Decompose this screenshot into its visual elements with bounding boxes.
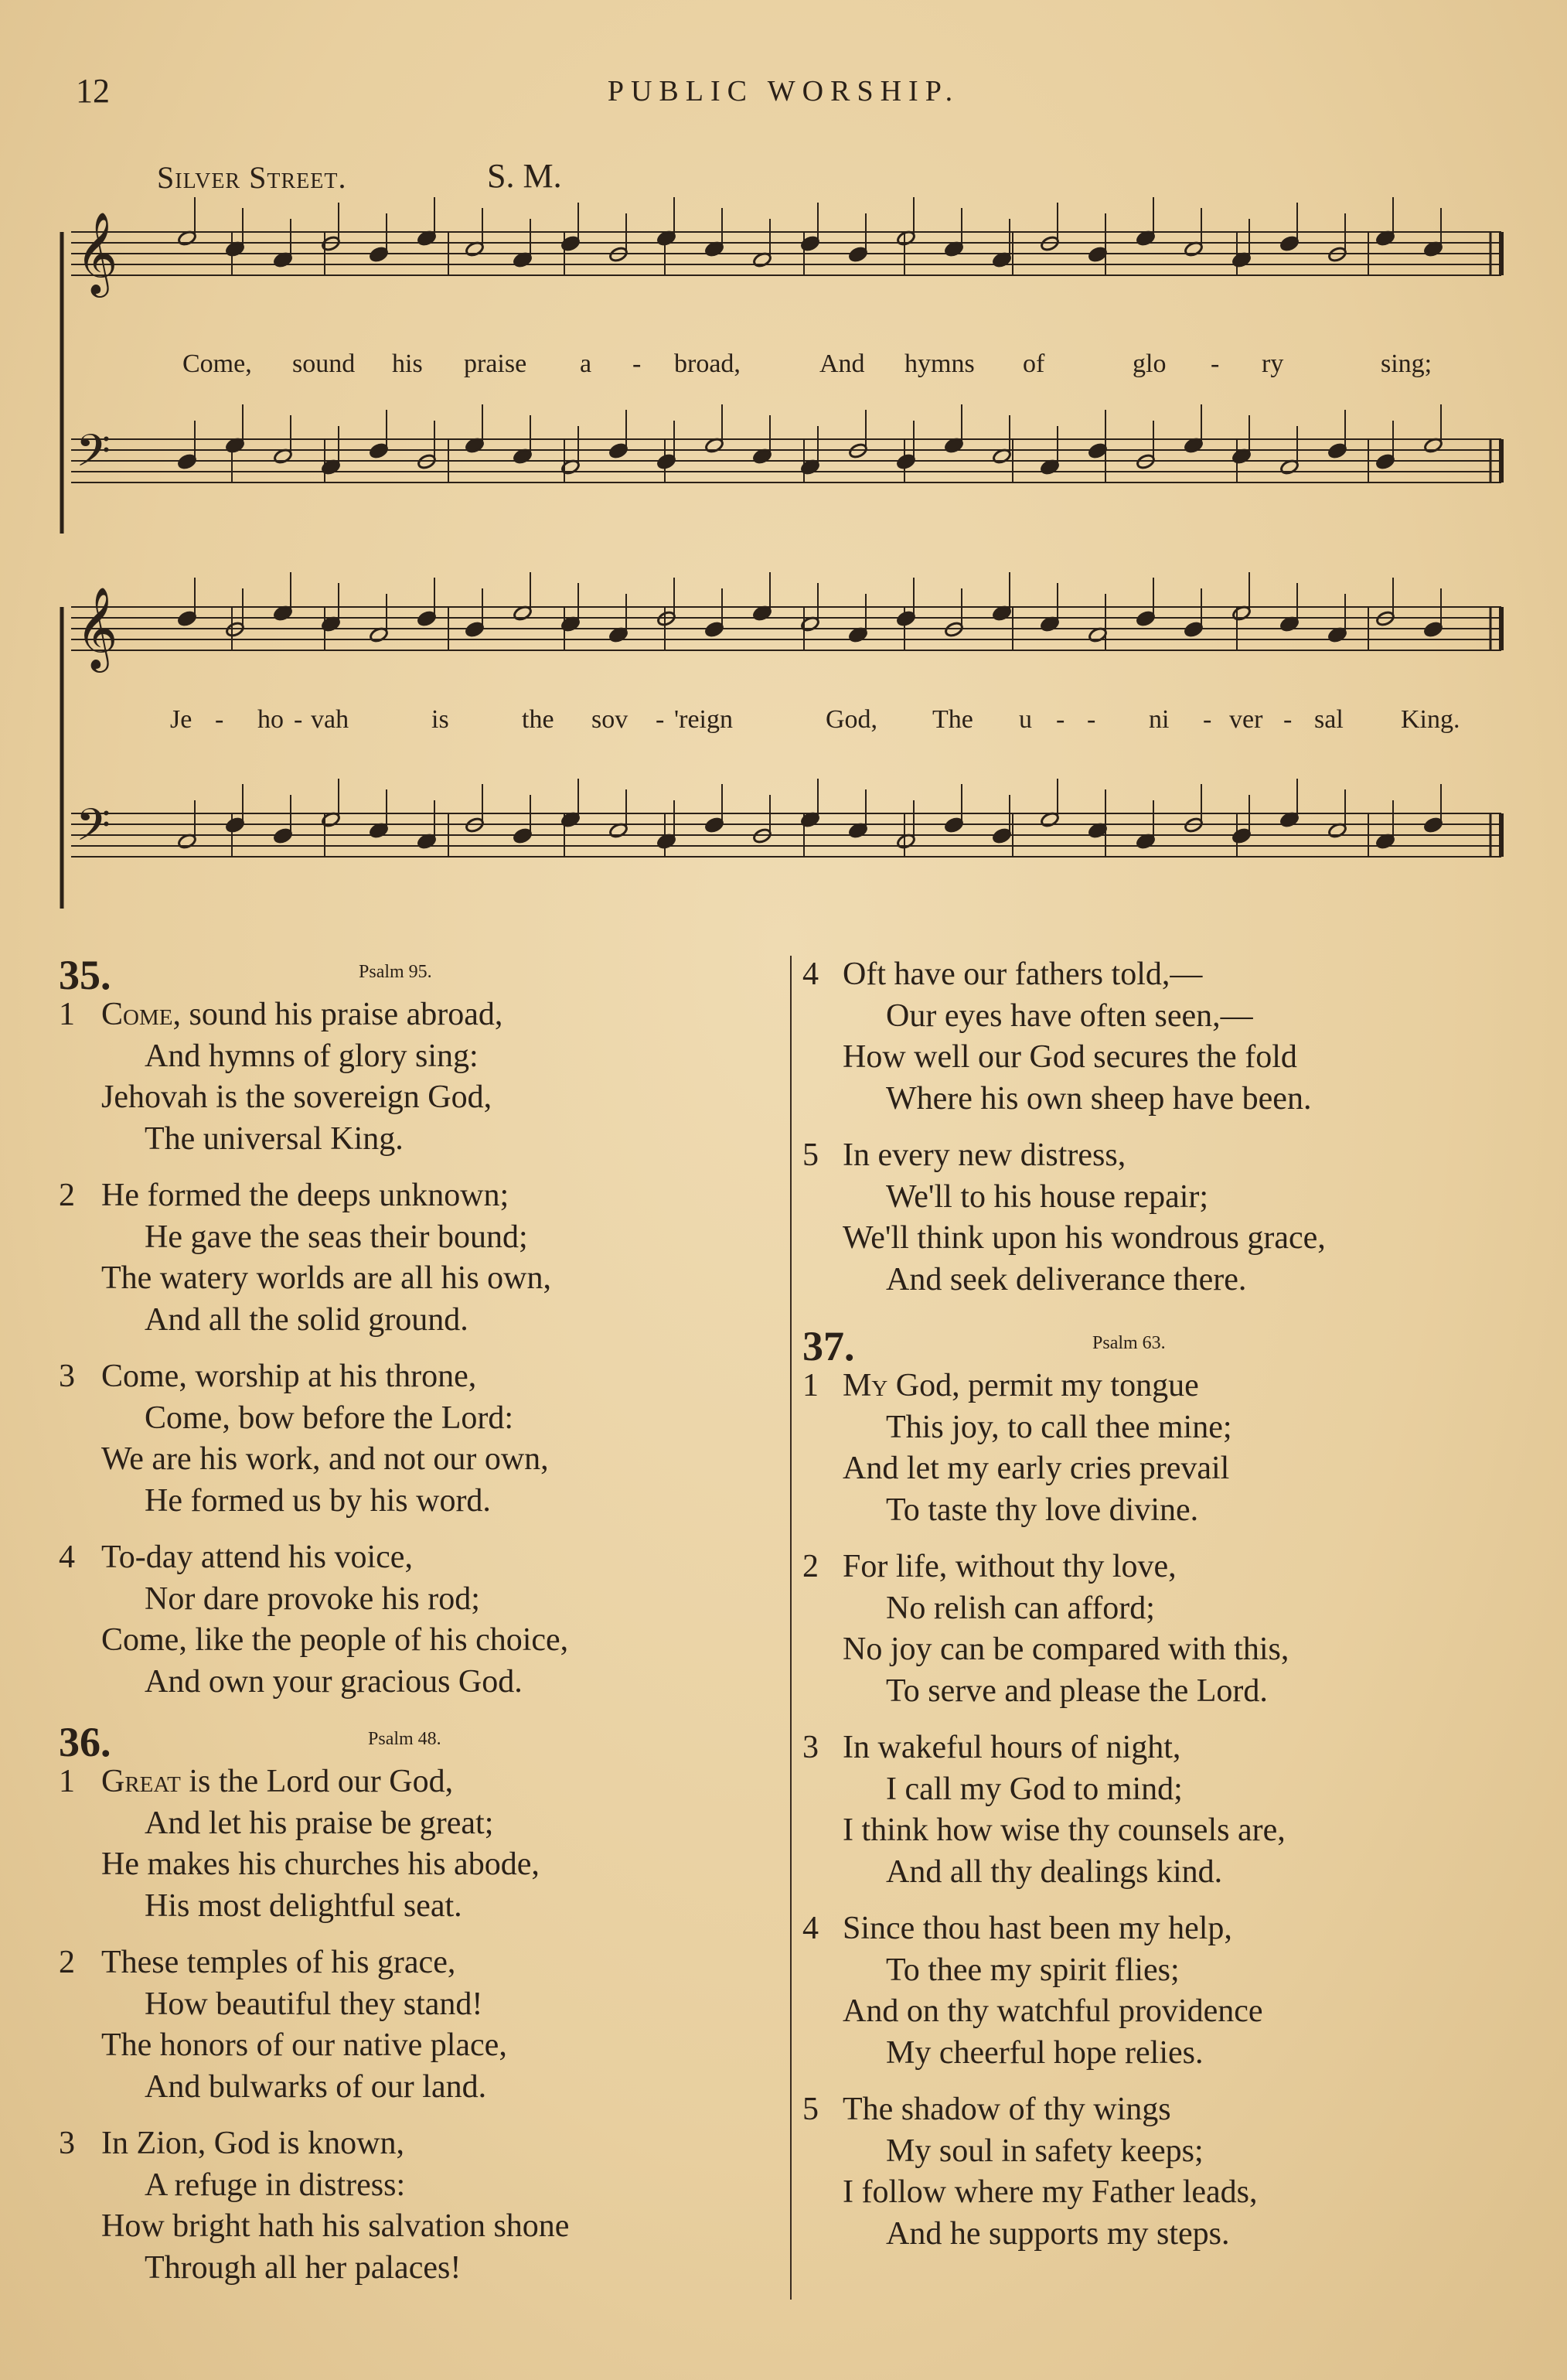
verse-text: [101, 1439, 549, 1481]
verse-text: [101, 1620, 568, 1662]
verse-words: And hymns of glory sing:: [145, 1038, 479, 1074]
verse-words: And seek deliverance there.: [886, 1261, 1247, 1297]
verse-text: [886, 1407, 1232, 1449]
verse-line: [59, 1620, 778, 1662]
stanza: [59, 2123, 778, 2289]
lyric-syllable: -: [1283, 705, 1293, 734]
verse-words: is the Lord our God,: [189, 1764, 454, 1799]
lyric-syllable: ho: [257, 705, 284, 734]
verse-text: [886, 1588, 1155, 1630]
lyric-syllable: a: [580, 349, 592, 378]
hymn-number: 35.: [59, 952, 111, 998]
column-divider: [790, 956, 792, 2300]
stanza-number: 5: [802, 2092, 819, 2127]
verse-line: [59, 1761, 778, 1803]
verse-line: [59, 1036, 778, 1078]
verse-line: [802, 2214, 1521, 2256]
lyric-syllable: God,: [826, 705, 878, 734]
verse-words: These temples of his grace,: [101, 1945, 456, 1980]
lyric-syllable: And: [819, 349, 865, 378]
music-score: [0, 0, 1567, 943]
verse-line: [59, 1984, 778, 2026]
verse-line: [802, 1671, 1521, 1713]
verse-words: We'll to his house repair;: [886, 1178, 1209, 1215]
verse-words: Come, worship at his throne,: [101, 1359, 477, 1394]
verse-line: [59, 1537, 778, 1579]
verse-words: The honors of our native place,: [101, 2027, 507, 2063]
stanza: [802, 2089, 1521, 2255]
hymn-header: [59, 1718, 778, 1765]
verse-text: [843, 2089, 1171, 2131]
lyric-syllable: ni: [1149, 705, 1170, 734]
verse-text: [886, 1950, 1180, 1992]
verse-text: [843, 1366, 1199, 1407]
first-word: Great: [101, 1764, 181, 1799]
lyric-syllable: -: [215, 705, 224, 734]
verse-text: [145, 1119, 404, 1161]
verse-words: To serve and please the Lord.: [886, 1672, 1268, 1709]
verse-words: Where his own sheep have been.: [886, 1080, 1312, 1117]
verse-words: God, permit my tongue: [895, 1368, 1199, 1403]
lyric-syllable: Come,: [182, 349, 252, 378]
verse-words: A refuge in distress:: [145, 2167, 406, 2203]
lyric-syllable: vah: [311, 705, 349, 734]
verse-text: [886, 1079, 1311, 1120]
stanza-number: 1: [802, 1368, 819, 1403]
stanza: [802, 1366, 1521, 1531]
verse-line: [59, 2025, 778, 2067]
stanza-number: 2: [59, 1178, 75, 1213]
verse-words: No joy can be compared with this,: [843, 1632, 1289, 1667]
verse-words: Come, bow before the Lord:: [145, 1400, 514, 1436]
first-word: My: [843, 1368, 888, 1403]
verse-words: We'll think upon his wondrous grace,: [843, 1220, 1326, 1256]
verse-words: He makes his churches his abode,: [101, 1846, 540, 1882]
hymn-source: Psalm 48.: [368, 1729, 441, 1749]
hymn-number: 37.: [802, 1323, 855, 1369]
verse-words: Since thou hast been my help,: [843, 1911, 1232, 1946]
verse-words: Jehovah is the sovereign God,: [101, 1079, 492, 1115]
verse-text: [145, 1579, 480, 1621]
verse-words: And let his praise be great;: [145, 1805, 494, 1841]
verse-line: [59, 1175, 778, 1217]
stanza-number: 4: [802, 956, 819, 992]
verse-words: For life, without thy love,: [843, 1549, 1177, 1584]
stanza: [802, 1727, 1521, 1893]
hymn-stanzas: [59, 994, 778, 1703]
verse-line: [59, 2123, 778, 2165]
verse-text: [843, 1908, 1232, 1950]
lyric-syllable: sov: [591, 705, 629, 734]
verse-words: To-day attend his voice,: [101, 1539, 413, 1575]
verse-text: [145, 1481, 491, 1522]
stanza-number: 3: [802, 1730, 819, 1765]
verse-line: [802, 1629, 1521, 1671]
verse-text: [145, 2165, 405, 2207]
verse-line: [802, 1407, 1521, 1449]
first-word: Come,: [101, 997, 181, 1032]
stanza: [802, 1908, 1521, 2074]
stanza: [59, 1761, 778, 1927]
lyric-syllable: glo: [1133, 349, 1167, 378]
verse-line: [802, 1769, 1521, 1811]
verse-text: [886, 1260, 1246, 1301]
verse-text: [843, 1135, 1126, 1177]
verse-words: He gave the seas their bound;: [145, 1219, 528, 1255]
verse-line: [802, 1135, 1521, 1177]
verse-text: [145, 2067, 486, 2109]
verse-line: [59, 2206, 778, 2248]
verse-words: His most delightful seat.: [145, 1887, 462, 1924]
music-symbol: 𝄢: [76, 799, 111, 862]
stanza: [59, 994, 778, 1160]
verse-text: [843, 954, 1202, 996]
verse-words: The watery worlds are all his own,: [101, 1260, 551, 1296]
verse-line: [802, 954, 1521, 996]
verse-words: In every new distress,: [843, 1137, 1126, 1173]
verse-line: [59, 1439, 778, 1481]
verse-text: [101, 1258, 551, 1300]
verse-line: [802, 1588, 1521, 1630]
verse-text: [101, 1844, 540, 1886]
verse-words: Nor dare provoke his rod;: [145, 1580, 480, 1617]
verse-words: I follow where my Father leads,: [843, 2174, 1258, 2210]
verse-text: [843, 2172, 1258, 2214]
verse-text: [101, 1537, 413, 1579]
verse-text: [145, 1300, 468, 1342]
verse-words: And own your gracious God.: [145, 1663, 523, 1700]
verse-text: [886, 1769, 1183, 1811]
verse-words: To taste thy love divine.: [886, 1492, 1199, 1528]
verse-text: [145, 1886, 462, 1928]
verse-words: And all the solid ground.: [145, 1301, 468, 1338]
verse-text: [886, 2131, 1204, 2173]
lyric-syllable: The: [932, 705, 973, 734]
lyric-syllable: -: [294, 705, 303, 734]
verse-text: [886, 1177, 1208, 1219]
lyric-syllable: -: [656, 705, 665, 734]
verse-line: [59, 2165, 778, 2207]
verse-text: [101, 1356, 476, 1398]
verse-text: [101, 1175, 509, 1217]
verse-words: Come, like the people of his choice,: [101, 1622, 569, 1658]
music-symbol: 𝄢: [76, 425, 111, 488]
stanza-number: 2: [59, 1945, 75, 1980]
stanza: [802, 1546, 1521, 1712]
verse-words: And on thy watchful providence: [843, 1993, 1263, 2029]
verse-text: [843, 1037, 1297, 1079]
verse-words: Our eyes have often seen,—: [886, 997, 1253, 1034]
verse-line: [802, 2172, 1521, 2214]
stanza-number: 4: [802, 1911, 819, 1946]
verse-text: [886, 2214, 1230, 2256]
verse-text: [145, 1662, 523, 1703]
stanza-number: 1: [59, 1764, 75, 1799]
verse-line: [59, 1356, 778, 1398]
verse-words: In wakeful hours of night,: [843, 1730, 1181, 1765]
stanza-number: 5: [802, 1137, 819, 1173]
tune-title: Silver Street.: [157, 160, 347, 195]
verse-text: [101, 2025, 507, 2067]
verse-text: [145, 1398, 513, 1440]
lyric-syllable: the: [522, 705, 554, 734]
verse-words: My cheerful hope relies.: [886, 2034, 1204, 2071]
verse-words: And he supports my steps.: [886, 2215, 1230, 2252]
verse-line: [802, 1852, 1521, 1894]
lyric-syllable: broad,: [674, 349, 741, 378]
verse-line: [802, 1037, 1521, 1079]
verse-line: [59, 1398, 778, 1440]
verse-words: In Zion, God is known,: [101, 2126, 404, 2161]
verse-line: [59, 1844, 778, 1886]
verse-text: [843, 1218, 1326, 1260]
verse-words: We are his work, and not our own,: [101, 1441, 549, 1477]
hymn-header: [802, 1322, 1521, 1369]
verse-text: [145, 1217, 528, 1259]
verse-text: [843, 1810, 1286, 1852]
page-number: 12: [76, 72, 110, 110]
verse-words: I think how wise thy counsels are,: [843, 1812, 1286, 1848]
lyric-syllable: -: [1087, 705, 1096, 734]
verse-text: [145, 1803, 493, 1845]
hymn-stanzas: [802, 1366, 1521, 2255]
verse-line: [802, 1079, 1521, 1120]
verse-line: [802, 2131, 1521, 2173]
lyric-syllable: -: [1056, 705, 1065, 734]
verse-line: [59, 2067, 778, 2109]
hymn-number: 36.: [59, 1719, 111, 1765]
staves: [62, 197, 1501, 909]
verse-line: [802, 1218, 1521, 1260]
lyric-syllable: -: [1203, 705, 1212, 734]
verse-words: The shadow of thy wings: [843, 2092, 1171, 2127]
verse-line: [59, 1217, 778, 1259]
running-head: PUBLIC WORSHIP.: [607, 75, 960, 107]
stanza-number: 4: [59, 1539, 75, 1575]
verse-text: [145, 1036, 479, 1078]
verse-line: [59, 1119, 778, 1161]
stanza-number: 1: [59, 997, 75, 1032]
verse-text: [843, 1546, 1177, 1588]
verse-line: [59, 1662, 778, 1703]
verse-text: [145, 2248, 461, 2290]
left-column: [59, 951, 778, 2304]
verse-words: Oft have our fathers told,—: [843, 956, 1203, 992]
lyric-syllable: hymns: [904, 349, 975, 378]
verse-text: [886, 2033, 1204, 2075]
verse-words: And let my early cries prevail: [843, 1451, 1230, 1486]
verse-words: How well our God secures the fold: [843, 1039, 1297, 1075]
lyric-syllable: ry: [1262, 349, 1284, 378]
verse-text: [101, 2123, 404, 2165]
verse-line: [59, 2248, 778, 2290]
verse-line: [802, 996, 1521, 1038]
verse-words: And bulwarks of our land.: [145, 2068, 487, 2105]
verse-words: He formed us by his word.: [145, 1482, 491, 1519]
verse-line: [802, 1177, 1521, 1219]
verse-words: No relish can afford;: [886, 1590, 1155, 1626]
verse-line: [59, 1942, 778, 1984]
lyric-syllable: sound: [292, 349, 356, 378]
verse-words: I call my God to mind;: [886, 1771, 1183, 1807]
stanza-number: 3: [59, 1359, 75, 1394]
hymn-source: Psalm 63.: [1092, 1333, 1166, 1353]
hymn-stanzas: [59, 1761, 778, 2289]
stanza: [59, 1942, 778, 2108]
verse-words: He formed the deeps unknown;: [101, 1178, 509, 1213]
verse-words: How beautiful they stand!: [145, 1986, 483, 2022]
verse-text: [843, 1629, 1289, 1671]
tune-meter: S. M.: [487, 157, 562, 195]
lyric-syllable: his: [392, 349, 423, 378]
verse-line: [59, 1300, 778, 1342]
verse-line: [802, 1448, 1521, 1490]
verse-line: [802, 2089, 1521, 2131]
verse-line: [59, 1579, 778, 1621]
verse-words: Through all her palaces!: [145, 2249, 462, 2286]
verse-text: [886, 996, 1253, 1038]
verse-words: And all thy dealings kind.: [886, 1853, 1223, 1890]
verse-line: [802, 1727, 1521, 1769]
verse-line: [59, 1886, 778, 1928]
verse-line: [59, 1803, 778, 1845]
stanza: [59, 1537, 778, 1703]
verse-text: [886, 1852, 1222, 1894]
hymn-stanzas: [802, 954, 1521, 1301]
verse-words: To thee my spirit flies;: [886, 1952, 1180, 1988]
verse-line: [59, 1077, 778, 1119]
verse-words: How bright hath his salvation shone: [101, 2208, 570, 2244]
lyric-syllable: sal: [1314, 705, 1344, 734]
verse-text: [843, 1991, 1263, 2033]
verse-text: [843, 1448, 1229, 1490]
verse-line: [59, 1258, 778, 1300]
verse-line: [59, 994, 778, 1036]
lyric-syllable: sing;: [1381, 349, 1432, 378]
verse-line: [802, 1366, 1521, 1407]
stanza: [802, 1135, 1521, 1301]
lyric-syllable: King.: [1401, 705, 1460, 734]
lyric-syllable: of: [1023, 349, 1045, 378]
hymn-header: [59, 951, 778, 998]
verse-words: My soul in safety keeps;: [886, 2133, 1204, 2169]
lyric-syllable: ver: [1229, 705, 1263, 734]
verse-text: [101, 1077, 492, 1119]
verse-line: [59, 1481, 778, 1522]
right-column: [802, 951, 1521, 2270]
verse-line: [802, 1260, 1521, 1301]
lyric-syllable: 'reign: [674, 705, 733, 734]
stanza-number: 3: [59, 2126, 75, 2161]
verse-line: [802, 1950, 1521, 1992]
verse-line: [802, 1908, 1521, 1950]
verse-text: [101, 1761, 453, 1803]
lyric-syllable: -: [1211, 349, 1220, 378]
verse-line: [802, 1490, 1521, 1532]
stanza: [802, 954, 1521, 1120]
hymn-source: Psalm 95.: [359, 962, 432, 982]
lyric-syllable: Je: [170, 705, 192, 734]
verse-line: [802, 2033, 1521, 2075]
verse-text: [886, 1671, 1268, 1713]
lyric-syllable: is: [431, 705, 449, 734]
verse-text: [101, 994, 502, 1036]
verse-words: sound his praise abroad,: [189, 997, 503, 1032]
verse-line: [802, 1810, 1521, 1852]
stanza-number: 2: [802, 1549, 819, 1584]
stanza: [59, 1175, 778, 1341]
verse-text: [101, 1942, 455, 1984]
verse-text: [101, 2206, 569, 2248]
lyric-syllable: praise: [464, 349, 527, 378]
verse-words: The universal King.: [145, 1120, 404, 1157]
verse-text: [145, 1984, 482, 2026]
verse-words: This joy, to call thee mine;: [886, 1409, 1232, 1445]
verse-line: [802, 1546, 1521, 1588]
verse-text: [886, 1490, 1198, 1532]
stanza: [59, 1356, 778, 1522]
music-symbol: 𝄞: [76, 586, 118, 669]
lyric-syllable: -: [632, 349, 642, 378]
verse-line: [802, 1991, 1521, 2033]
music-symbol: 𝄞: [76, 211, 118, 294]
verse-text: [843, 1727, 1180, 1769]
lyric-syllable: u: [1019, 705, 1032, 734]
